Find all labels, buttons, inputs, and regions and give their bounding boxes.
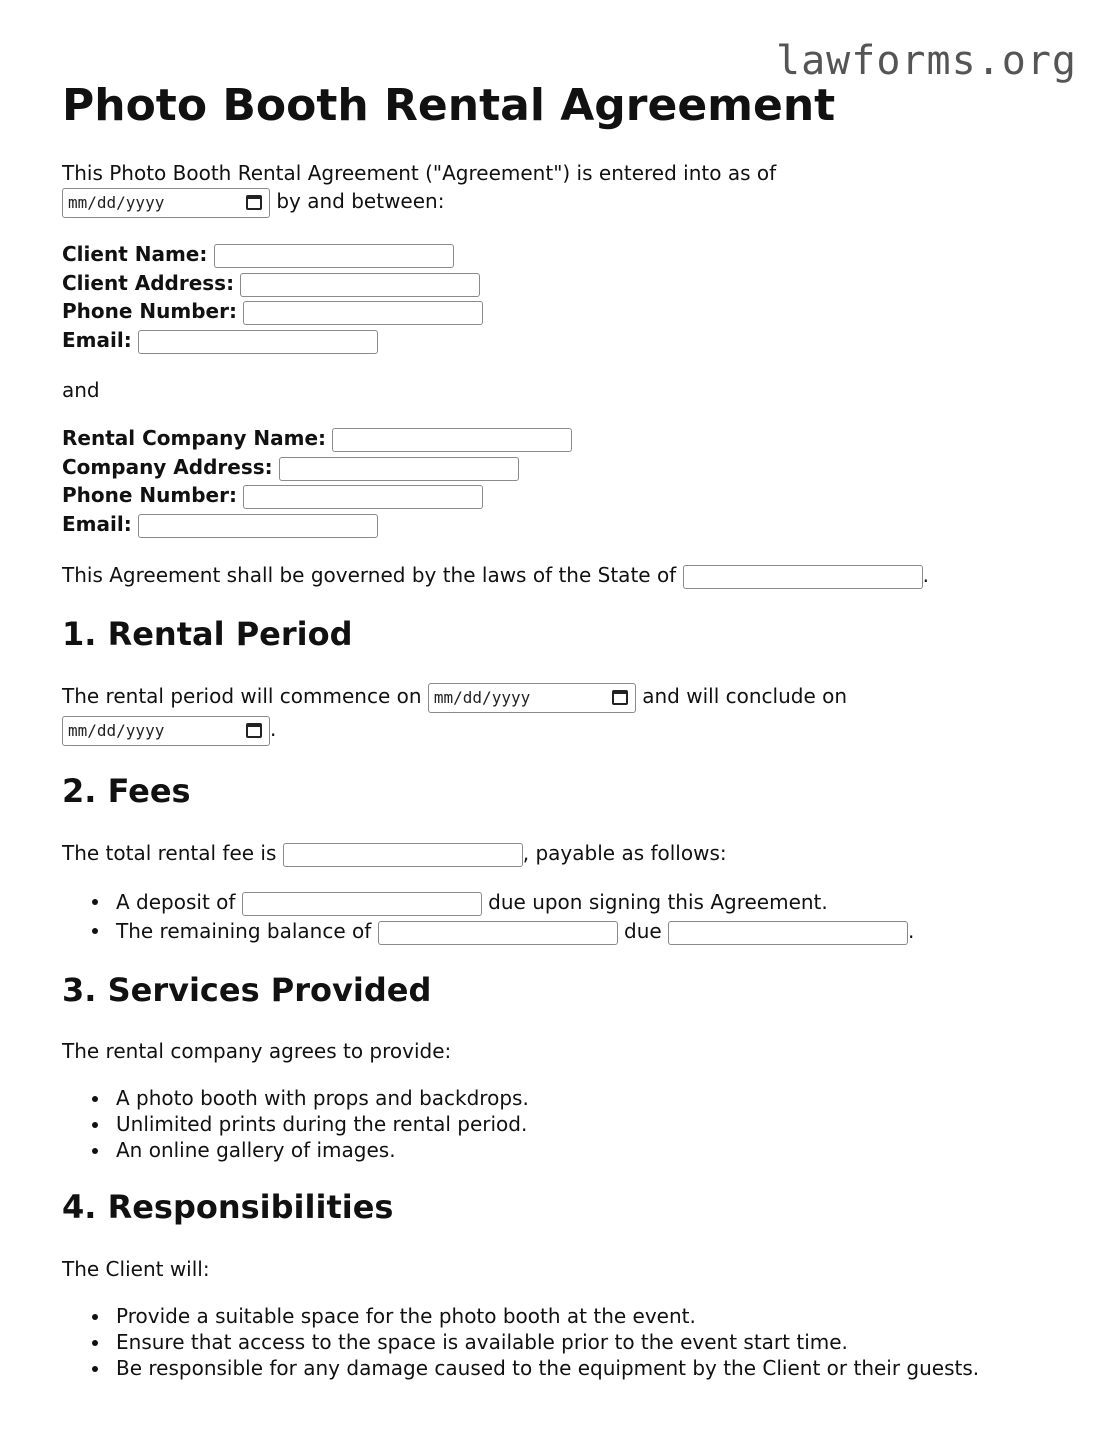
- agreement-date-placeholder: mm/dd/yyyy: [68, 192, 165, 212]
- company-address-input[interactable]: [279, 457, 519, 481]
- client-address-row: [62, 269, 480, 297]
- governing-law-end: .: [922, 563, 929, 587]
- company-phone-input[interactable]: [243, 485, 483, 509]
- balance-input[interactable]: [378, 921, 618, 945]
- intro-line-1: [62, 159, 776, 187]
- intro-line-2: [62, 187, 444, 218]
- fees-list: [62, 888, 914, 946]
- list-item: An online gallery of images.: [62, 1137, 529, 1163]
- and-text: and: [62, 378, 100, 402]
- total-fee-line: [62, 839, 727, 867]
- client-name-input[interactable]: [214, 244, 454, 268]
- rental-period-text-start: The rental period will commence on: [62, 684, 422, 708]
- list-item: Unlimited prints during the rental period.: [62, 1111, 529, 1137]
- responsibilities-intro: The Client will:: [62, 1257, 210, 1281]
- client-email-input[interactable]: [138, 330, 378, 354]
- total-fee-text: The total rental fee is: [62, 841, 277, 865]
- list-item: Be responsible for any damage caused to the equipment by the Client or their guests.: [62, 1355, 979, 1381]
- intro-text: This Photo Booth Rental Agreement ("Agreement") is entered into as of: [62, 161, 777, 185]
- company-address-label: Company Address:: [62, 455, 273, 479]
- calendar-icon[interactable]: [612, 690, 628, 705]
- company-phone-row: [62, 481, 483, 509]
- rental-start-date-input[interactable]: [428, 683, 636, 713]
- balance-end: .: [908, 919, 915, 943]
- client-address-label: Client Address:: [62, 271, 235, 295]
- list-item: Ensure that access to the space is available prior to the event start time.: [62, 1329, 979, 1355]
- list-item: Provide a suitable space for the photo booth at the event.: [62, 1303, 979, 1329]
- client-phone-row: [62, 297, 483, 325]
- governing-law-line: [62, 561, 929, 589]
- calendar-icon[interactable]: [246, 195, 262, 210]
- company-name-input[interactable]: [332, 428, 572, 452]
- company-name-row: [62, 424, 572, 452]
- company-email-input[interactable]: [138, 514, 378, 538]
- rental-end-date-input[interactable]: [62, 716, 270, 746]
- total-fee-after: , payable as follows:: [522, 841, 727, 865]
- agreement-date-input[interactable]: [62, 188, 270, 218]
- client-phone-input[interactable]: [243, 301, 483, 325]
- total-fee-input[interactable]: [283, 843, 523, 867]
- rental-end-date-placeholder: mm/dd/yyyy: [68, 720, 165, 740]
- rental-period-line-2: [62, 715, 276, 746]
- balance-text: The remaining balance of: [116, 919, 372, 943]
- intro-text-after: by and between:: [276, 189, 445, 213]
- governing-law-text: This Agreement shall be governed by the laws of the State of: [62, 563, 677, 587]
- deposit-after: due upon signing this Agreement.: [488, 890, 828, 914]
- balance-due-input[interactable]: [668, 921, 908, 945]
- list-item: A photo booth with props and backdrops.: [62, 1085, 529, 1111]
- company-address-row: [62, 453, 519, 481]
- responsibilities-heading: 4. Responsibilities: [62, 1188, 394, 1226]
- state-input[interactable]: [683, 565, 923, 589]
- client-phone-label: Phone Number:: [62, 299, 237, 323]
- list-item: [62, 888, 914, 917]
- deposit-input[interactable]: [242, 892, 482, 916]
- company-name-label: Rental Company Name:: [62, 426, 327, 450]
- balance-mid: due: [624, 919, 662, 943]
- responsibilities-list: [62, 1303, 979, 1381]
- rental-period-end: .: [270, 717, 277, 741]
- client-address-input[interactable]: [240, 273, 480, 297]
- client-email-row: [62, 326, 378, 354]
- fees-heading: 2. Fees: [62, 772, 191, 810]
- calendar-icon[interactable]: [246, 723, 262, 738]
- rental-period-text-mid: and will conclude on: [642, 684, 848, 708]
- client-email-label: Email:: [62, 328, 132, 352]
- company-email-label: Email:: [62, 512, 132, 536]
- company-phone-label: Phone Number:: [62, 483, 237, 507]
- company-email-row: [62, 510, 378, 538]
- deposit-text: A deposit of: [116, 890, 236, 914]
- rental-period-heading: 1. Rental Period: [62, 615, 353, 653]
- services-heading: 3. Services Provided: [62, 971, 432, 1009]
- services-list: [62, 1085, 529, 1163]
- list-item: [62, 917, 914, 946]
- watermark: lawforms.org: [776, 38, 1077, 84]
- client-name-label: Client Name:: [62, 242, 208, 266]
- rental-start-date-placeholder: mm/dd/yyyy: [433, 687, 531, 707]
- client-name-row: [62, 240, 454, 268]
- rental-period-line-1: [62, 682, 847, 713]
- services-intro: The rental company agrees to provide:: [62, 1039, 452, 1063]
- page-title: Photo Booth Rental Agreement: [62, 80, 836, 131]
